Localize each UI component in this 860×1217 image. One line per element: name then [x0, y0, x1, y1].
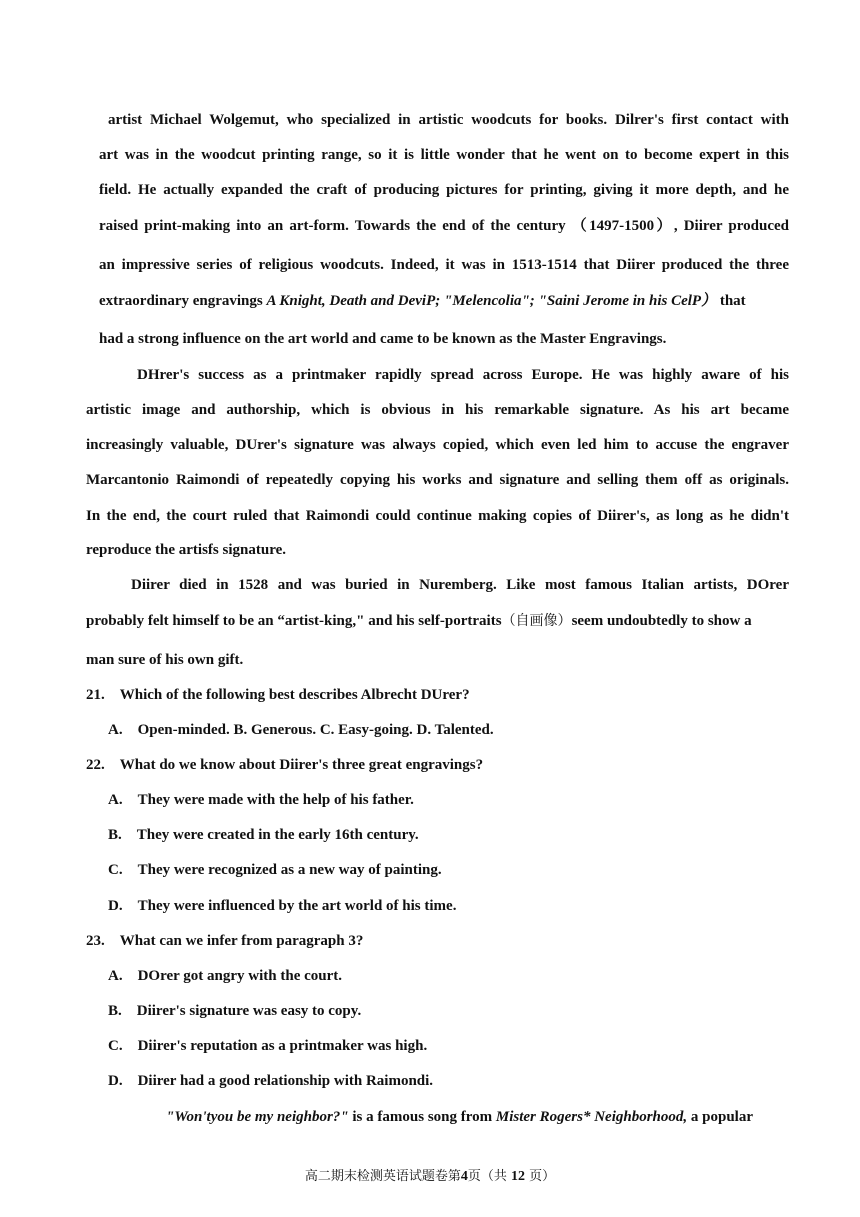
- option-text: Diirer's signature was easy to copy.: [136, 1003, 362, 1019]
- option-text: Diirer had a good relationship with Raimondi.: [137, 1073, 434, 1089]
- song-title: "Won'tyou be my neighbor?": [166, 1109, 349, 1125]
- option-text: They were created in the early 16th century.: [136, 827, 419, 843]
- passage-text: extraordinary engravings: [99, 293, 267, 309]
- passage-line: DHrer's success as a printmaker rapidly spread across Europe. He was highly aware of his: [137, 367, 789, 383]
- passage-line: reproduce the artisfs signature.: [86, 542, 286, 558]
- passage-text: that: [716, 293, 746, 309]
- passage-text: is a famous song from: [348, 1109, 496, 1125]
- passage-line: Diirer died in 1528 and was buried in Nuremberg. Like most famous Italian artists, DOrer: [131, 577, 789, 593]
- option-text: Diirer's reputation as a printmaker was high.: [137, 1038, 428, 1054]
- footer-page-number: 4: [460, 1169, 468, 1184]
- passage-line-engravings: [99, 291, 746, 311]
- passage-text: probably felt himself to be an “artist-king," and his self-portraits: [86, 613, 502, 629]
- option-text: Open-minded. B. Generous. C. Easy-going. D. Talented.: [137, 722, 494, 738]
- passage-text: seem undoubtedly to show a: [571, 613, 752, 629]
- option-line: [108, 1071, 433, 1091]
- option-letter: A.: [108, 792, 123, 808]
- option-line: [108, 720, 494, 740]
- option-letter: D.: [108, 898, 123, 914]
- passage-line: In the end, the court ruled that Raimondi could continue making copies of Diirer's, as long as he didn't: [86, 508, 789, 524]
- passage-line: increasingly valuable, DUrer's signature was always copied, which even led him to accuse the engraver: [86, 437, 789, 453]
- show-title: Mister Rogers* Neighborhood,: [495, 1109, 688, 1125]
- passage-line: raised print-making into an art-form. Towards the end of the century （1497-1500）, Diirer produced: [99, 218, 789, 234]
- next-passage-line: [166, 1107, 753, 1127]
- passage-line: had a strong influence on the art world and came to be known as the Master Engravings.: [99, 331, 667, 347]
- option-line: [108, 896, 456, 916]
- question-number: 21.: [86, 687, 105, 703]
- option-line: [108, 1001, 361, 1021]
- question-23: [86, 931, 363, 951]
- option-line: [108, 790, 414, 810]
- option-line: [108, 966, 342, 986]
- passage-line: Marcantonio Raimondi of repeatedly copying his works and signature and selling them off as originals.: [86, 472, 789, 488]
- passage-line: man sure of his own gift.: [86, 652, 244, 668]
- option-line: [108, 1036, 427, 1056]
- passage-line: artistic image and authorship, which is obvious in his remarkable signature. As his art became: [86, 402, 789, 418]
- option-line: [108, 860, 442, 880]
- footer-total-pages: 12: [511, 1169, 525, 1184]
- option-text: They were influenced by the art world of his time.: [137, 898, 457, 914]
- question-22: [86, 755, 483, 775]
- footer-middle: 页（共: [467, 1169, 511, 1184]
- option-letter: B.: [108, 1003, 122, 1019]
- question-text: What can we infer from paragraph 3?: [119, 933, 364, 949]
- engraving-titles: A Knight, Death and DeviP; "Melencolia"; "Saini Jerome in his CelP）: [266, 293, 717, 309]
- passage-line: an impressive series of religious woodcuts. Indeed, it was in 1513-1514 that Diirer produced the three: [99, 257, 789, 273]
- passage-line: field. He actually expanded the craft of producing pictures for printing, giving it more depth, and he: [99, 182, 789, 198]
- chinese-gloss: （自画像）: [501, 613, 572, 629]
- passage-line: artist Michael Wolgemut, who specialized in artistic woodcuts for books. Dilrer's first contact with: [108, 112, 789, 128]
- option-text: DOrer got angry with the court.: [137, 968, 343, 984]
- option-letter: A.: [108, 968, 123, 984]
- footer-prefix: 高二期末检测英语试题卷第: [304, 1169, 461, 1184]
- option-text: They were recognized as a new way of painting.: [137, 862, 442, 878]
- passage-line-self-portraits: [86, 611, 752, 631]
- page-footer: [0, 1167, 860, 1187]
- option-text: They were made with the help of his father.: [137, 792, 414, 808]
- passage-line: art was in the woodcut printing range, so it is little wonder that he went on to become expert in this: [99, 147, 789, 163]
- passage-text: a popular: [687, 1109, 754, 1125]
- question-21: [86, 685, 470, 705]
- option-letter: A.: [108, 722, 123, 738]
- option-letter: D.: [108, 1073, 123, 1089]
- option-letter: C.: [108, 862, 123, 878]
- option-letter: B.: [108, 827, 122, 843]
- footer-suffix: 页）: [525, 1169, 556, 1184]
- question-text: Which of the following best describes Albrecht DUrer?: [119, 687, 470, 703]
- question-number: 22.: [86, 757, 105, 773]
- question-number: 23.: [86, 933, 105, 949]
- option-line: [108, 825, 419, 845]
- question-text: What do we know about Diirer's three great engravings?: [119, 757, 484, 773]
- option-letter: C.: [108, 1038, 123, 1054]
